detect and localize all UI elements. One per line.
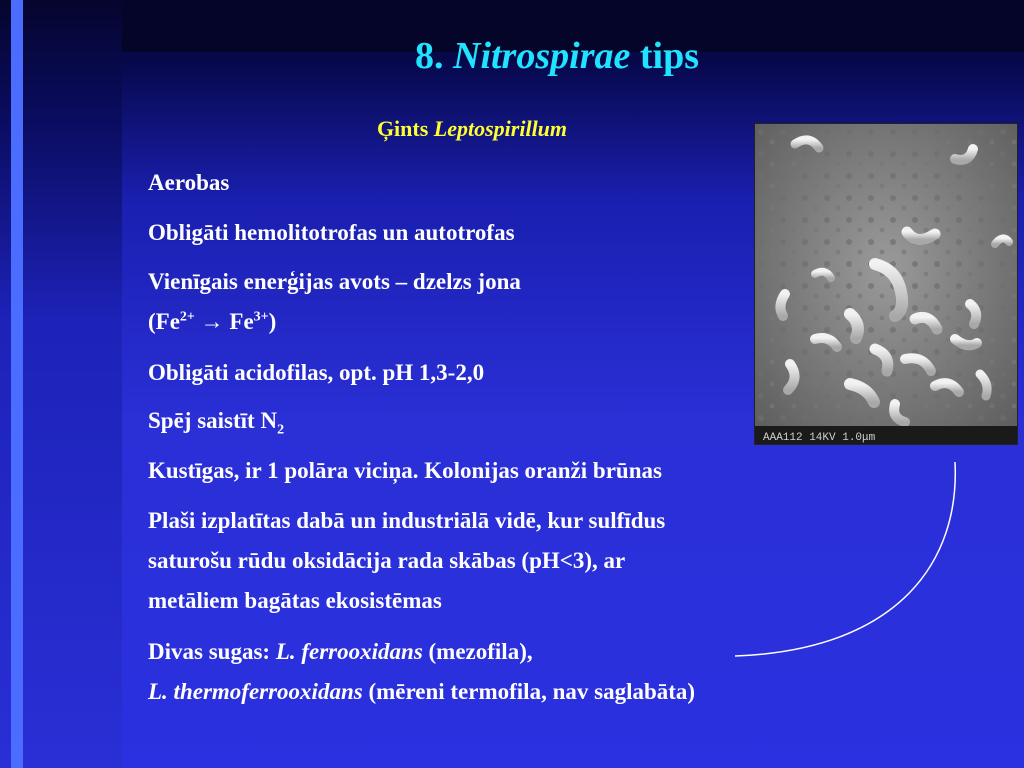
reaction-close: ): [268, 309, 277, 334]
reaction-fe: Fe: [229, 309, 254, 334]
line-energy-source: Vienīgais enerģijas avots – dzelzs jona: [148, 269, 521, 294]
title-suffix: tips: [639, 35, 699, 77]
line-hemolitotrofas: Obligāti hemolitotrofas un autotrofas: [148, 220, 515, 245]
reaction-sup-3plus: 3+: [253, 309, 269, 325]
title-number: 8.: [415, 35, 444, 77]
subtitle-prefix: Ģints: [376, 116, 429, 141]
line-habitat-2: saturošu rūdu oksidācija rada skābas (pH<3), ar: [148, 548, 626, 573]
species-2-note: (mēreni termofila, nav saglabāta): [368, 679, 696, 704]
species-1-note: (mezofila),: [428, 639, 533, 664]
line-acidofilas: Obligāti acidofilas, opt. pH 1,3-2,0: [148, 360, 485, 385]
species-prefix: Divas sugas:: [148, 639, 271, 664]
line-motility: Kustīgas, ir 1 polāra viciņa. Kolonijas oranži brūnas: [148, 458, 662, 483]
line-habitat-3: metāliem bagātas ekosistēmas: [148, 588, 442, 613]
nitrogen-text: Spēj saistīt N: [148, 408, 278, 433]
species-ferrooxidans: L. ferrooxidans: [275, 639, 423, 664]
arrow-right-icon: →: [200, 309, 224, 334]
nitrogen-sub: 2: [277, 422, 285, 438]
reaction-open: (Fe: [148, 309, 180, 334]
reaction-sup-2plus: 2+: [179, 309, 195, 325]
title-taxon: Nitrospirae: [453, 35, 631, 77]
subtitle-genus: Leptospirillum: [433, 116, 568, 141]
species-thermoferrooxidans: L. thermoferrooxidans: [148, 679, 363, 704]
micrograph-caption: AAA112 14KV 1.0μm: [763, 432, 876, 444]
line-aerobas: Aerobas: [148, 170, 230, 195]
line-habitat-1: Plaši izplatītas dabā un industriālā vidē, kur sulfīdus: [148, 508, 666, 533]
